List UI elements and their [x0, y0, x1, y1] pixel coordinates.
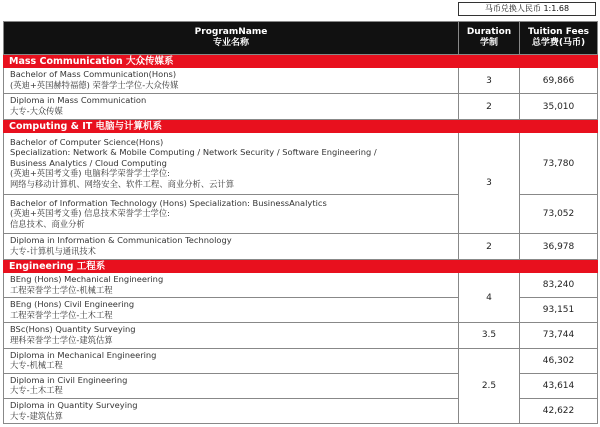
program-cell: Diploma in Mechanical Engineering 大专-机械工程 [4, 348, 459, 373]
table-row [4, 234, 598, 260]
tuition-fee-table [3, 21, 598, 424]
fee-cell: 69,866 [520, 68, 598, 94]
program-cell: Bachelor of Mass Communication(Hons) (英迪+英国赫特福德) 荣誉学士学位-大众传媒 [4, 68, 459, 94]
program-cell: Diploma in Information & Communication Technology 大专-计算机与通讯技术 [4, 234, 459, 260]
program-cell: Diploma in Civil Engineering 大专-土木工程 [4, 373, 459, 398]
program-name-header: ProgramName 专业名称 [4, 22, 459, 55]
fee-cell: 42,622 [520, 398, 598, 423]
table-row [4, 133, 598, 195]
program-cell: Bachelor of Computer Science(Hons) Specialization: Network & Mobile Computing / Network Security / Software Engineering / Business Analytics / Cloud Computing (英迪+英国考文垂) 电脑科学荣誉学士学位: 网络与移动计算机、网络安全、软件工程、商业分析、云计算 [4, 133, 459, 195]
fee-cell: 35,010 [520, 94, 598, 120]
table-row [4, 348, 598, 373]
category-row-mass-communication [4, 55, 598, 68]
fee-cell: 73,052 [520, 195, 598, 234]
category-title: Computing & IT 电脑与计算机系 [4, 120, 598, 133]
table-header-row [4, 22, 598, 55]
fee-cell: 43,614 [520, 373, 598, 398]
duration-header: Duration 学制 [459, 22, 520, 55]
program-cell: BSc(Hons) Quantity Surveying 理科荣誉学士学位-建筑估算 [4, 323, 459, 348]
duration-cell: 2 [459, 234, 520, 260]
table-row [4, 68, 598, 94]
fee-cell: 73,744 [520, 323, 598, 348]
table-row [4, 323, 598, 348]
table-row [4, 94, 598, 120]
fee-cell: 46,302 [520, 348, 598, 373]
fee-cell: 36,978 [520, 234, 598, 260]
duration-cell: 3 [459, 68, 520, 94]
category-row-engineering [4, 260, 598, 273]
duration-cell: 4 [459, 273, 520, 323]
category-title: Engineering 工程系 [4, 260, 598, 273]
program-cell: BEng (Hons) Civil Engineering 工程荣誉学士学位-土木工程 [4, 298, 459, 323]
program-cell: Bachelor of Information Technology (Hons) Specialization: BusinessAnalytics (英迪+英国考文垂) 信息技术荣誉学士学位: 信息技术、商业分析 [4, 195, 459, 234]
program-cell: Diploma in Quantity Surveying 大专-建筑估算 [4, 398, 459, 423]
program-cell: Diploma in Mass Communication 大专-大众传媒 [4, 94, 459, 120]
fee-cell: 93,151 [520, 298, 598, 323]
program-cell: BEng (Hons) Mechanical Engineering 工程荣誉学士学位-机械工程 [4, 273, 459, 298]
table-row [4, 273, 598, 298]
tuition-fees-header: Tuition Fees 总学费(马币) [520, 22, 598, 55]
duration-cell: 3 [459, 133, 520, 234]
category-row-computing-it [4, 120, 598, 133]
exchange-rate-note: 马币兑换人民币 1:1.68 [458, 2, 596, 16]
fee-cell: 83,240 [520, 273, 598, 298]
category-title: Mass Communication 大众传媒系 [4, 55, 598, 68]
duration-cell: 2.5 [459, 348, 520, 424]
duration-cell: 3.5 [459, 323, 520, 348]
fee-cell: 73,780 [520, 133, 598, 195]
duration-cell: 2 [459, 94, 520, 120]
